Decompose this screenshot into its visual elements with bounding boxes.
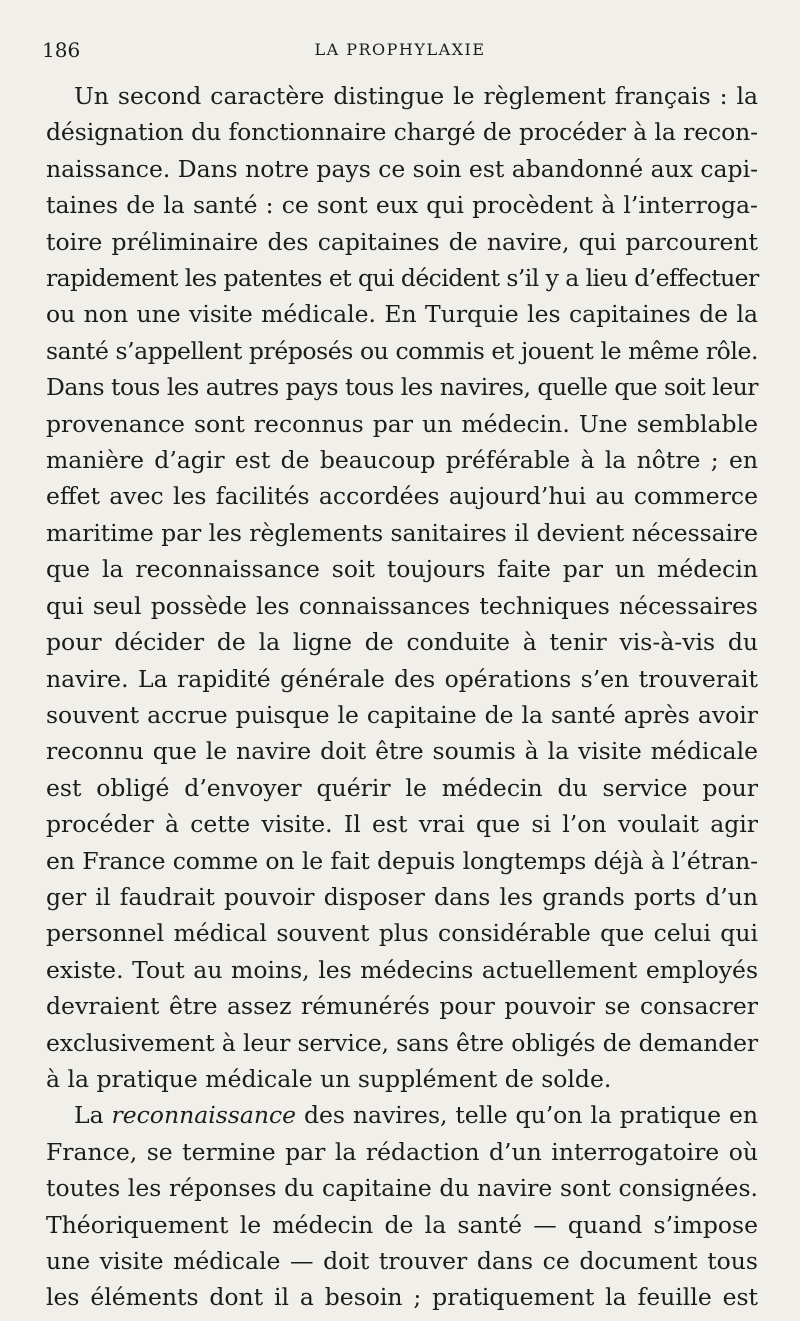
text-line: ger il faudrait pouvoir disposer dans les grands ports d’un — [46, 882, 758, 911]
text-line: en France comme on le fait depuis longtemps déjà à l’étran- — [46, 846, 758, 875]
text-line: santé s’appellent préposés ou commis et jouent le même rôle. — [46, 336, 758, 365]
text-line: qui seul possède les connaissances techniques nécessaires — [46, 591, 758, 620]
text-line: ou non une visite médicale. En Turquie les capitaines de la — [46, 300, 758, 329]
text-line: toutes les réponses du capitaine du navire sont consignées. — [46, 1174, 758, 1203]
text-line: toire préliminaire des capitaines de navire, qui parcourent — [46, 227, 758, 256]
text-fragment: des navires, telle qu’on la pratique en — [296, 1101, 758, 1130]
text-line: provenance sont reconnus par un médecin. Une semblable — [46, 409, 758, 438]
running-head — [42, 38, 758, 68]
text-line: désignation du fonctionnaire chargé de procéder à la recon- — [46, 118, 758, 147]
text-line: les éléments dont il a besoin ; pratiquement la feuille est — [46, 1283, 758, 1312]
text-line: que la reconnaissance soit toujours faite par un médecin — [46, 555, 758, 584]
text-line: Un second caractère distingue le règlement français : la — [74, 82, 758, 110]
text-line: Théoriquement le médecin de la santé — quand s’impose — [46, 1210, 758, 1239]
text-fragment: La — [74, 1101, 112, 1130]
text-line: Dans tous les autres pays tous les navires, quelle que soit leur — [46, 373, 758, 402]
page-number: 186 — [42, 38, 81, 62]
running-title: LA PROPHYLAXIE — [314, 40, 486, 59]
text-line: existe. Tout au moins, les médecins actuellement employés — [46, 955, 758, 984]
body-text — [46, 78, 758, 1316]
text-line: taines de la santé : ce sont eux qui procèdent à l’interroga- — [46, 191, 758, 220]
text-line: pour décider de la ligne de conduite à tenir vis-à-vis du — [46, 628, 758, 657]
text-line: France, se termine par la rédaction d’un interrogatoire où — [46, 1137, 758, 1166]
text-line: devraient être assez rémunérés pour pouvoir se consacrer — [46, 992, 758, 1021]
text-line: rapidement les patentes et qui décident s’il y a lieu d’effectuer — [46, 264, 759, 293]
text-line: naissance. Dans notre pays ce soin est abandonné aux capi- — [46, 154, 758, 183]
text-line: à la pratique médicale un supplément de solde. — [46, 1064, 612, 1093]
text-line: personnel médical souvent plus considérable que celui qui — [46, 919, 758, 948]
text-line: une visite médicale — doit trouver dans ce document tous — [46, 1247, 758, 1275]
text-line: exclusivement à leur service, sans être obligés de demander — [46, 1028, 758, 1057]
emphasis-reconnaissance: reconnaissance — [111, 1101, 297, 1130]
text-line: souvent accrue puisque le capitaine de la santé après avoir — [46, 700, 758, 729]
paragraph-2-first-line — [46, 1097, 758, 1133]
text-line: manière d’agir est de beaucoup préférable à la nôtre ; en — [46, 446, 758, 475]
text-line: maritime par les règlements sanitaires il devient nécessaire — [46, 518, 758, 547]
text-line: reconnu que le navire doit être soumis à la visite médicale — [46, 737, 758, 766]
text-line: procéder à cette visite. Il est vrai que si l’on voulait agir — [46, 810, 758, 839]
text-line: effet avec les facilités accordées aujourd’hui au commerce — [46, 482, 758, 511]
text-line: navire. La rapidité générale des opérations s’en trouverait — [46, 664, 758, 693]
text-line: est obligé d’envoyer quérir le médecin du service pour — [46, 773, 758, 802]
